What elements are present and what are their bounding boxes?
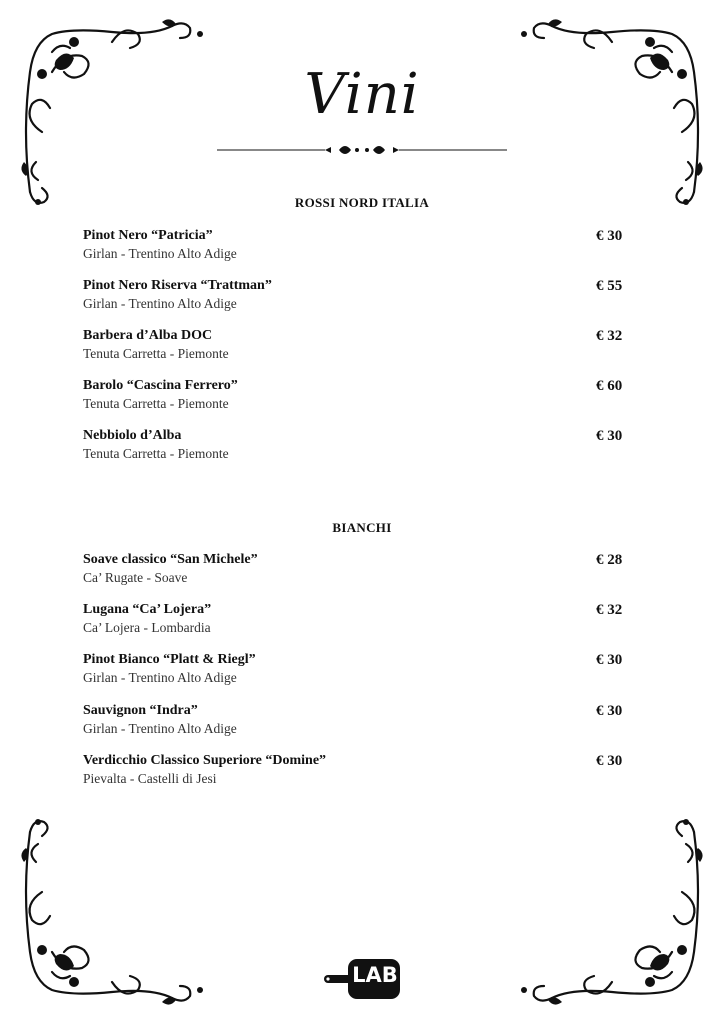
corner-ornament-bottom-left [12,802,222,1012]
list-item [83,753,633,793]
list-item [83,652,633,692]
list-item [83,602,633,642]
wine-name: Soave classico “San Michele” [83,552,258,567]
lab-logo [322,957,402,1001]
wine-price: € 32 [596,328,623,344]
wine-origin: Tenuta Carretta - Piemonte [83,446,229,461]
wine-origin: Girlan - Trentino Alto Adige [83,246,237,261]
section-heading-bianchi: BIANCHI [332,520,392,535]
wine-price: € 30 [596,652,623,668]
section-heading-rossi: ROSSI NORD ITALIA [294,195,430,210]
flourish-icon [502,802,712,1012]
wine-name: Barbera d’Alba DOC [83,328,213,343]
logo-text: LAB [352,963,398,987]
wine-name: Barolo “Cascina Ferrero” [83,378,238,393]
wine-name: Lugana “Ca’ Lojera” [83,602,212,617]
wine-origin: Ca’ Rugate - Soave [83,570,188,585]
wine-origin: Girlan - Trentino Alto Adige [83,721,237,736]
list-item [83,378,633,418]
wine-price: € 30 [596,428,623,444]
wine-name: Pinot Bianco “Platt & Riegl” [83,652,256,667]
wine-origin: Girlan - Trentino Alto Adige [83,670,237,685]
wine-price: € 28 [596,552,623,568]
list-item [83,428,633,468]
wine-origin: Ca’ Lojera - Lombardia [83,620,211,635]
corner-ornament-bottom-right [502,802,712,1012]
wine-price: € 30 [596,703,623,719]
divider-flourish-icon [217,140,507,160]
wine-price: € 32 [596,602,623,618]
page-title: Vini [304,62,420,127]
wine-price: € 30 [596,753,623,769]
wine-name: Sauvignon “Indra” [83,703,198,718]
wine-name: Verdicchio Classico Superiore “Domine” [83,753,327,768]
wine-price: € 60 [596,378,623,394]
list-item [83,278,633,318]
wine-origin: Tenuta Carretta - Piemonte [83,396,229,411]
list-item [83,228,633,268]
wine-origin: Pievalta - Castelli di Jesi [83,771,217,786]
wine-name: Pinot Nero Riserva “Trattman” [83,278,272,293]
wine-price: € 30 [596,228,623,244]
list-item [83,328,633,368]
wine-origin: Tenuta Carretta - Piemonte [83,346,229,361]
flourish-icon [12,802,222,1012]
wine-name: Pinot Nero “Patricia” [83,228,213,243]
wine-price: € 55 [596,278,623,294]
wine-name: Nebbiolo d’Alba [83,428,182,443]
title-divider [217,140,507,160]
wine-origin: Girlan - Trentino Alto Adige [83,296,237,311]
list-item [83,552,633,592]
list-item [83,703,633,743]
